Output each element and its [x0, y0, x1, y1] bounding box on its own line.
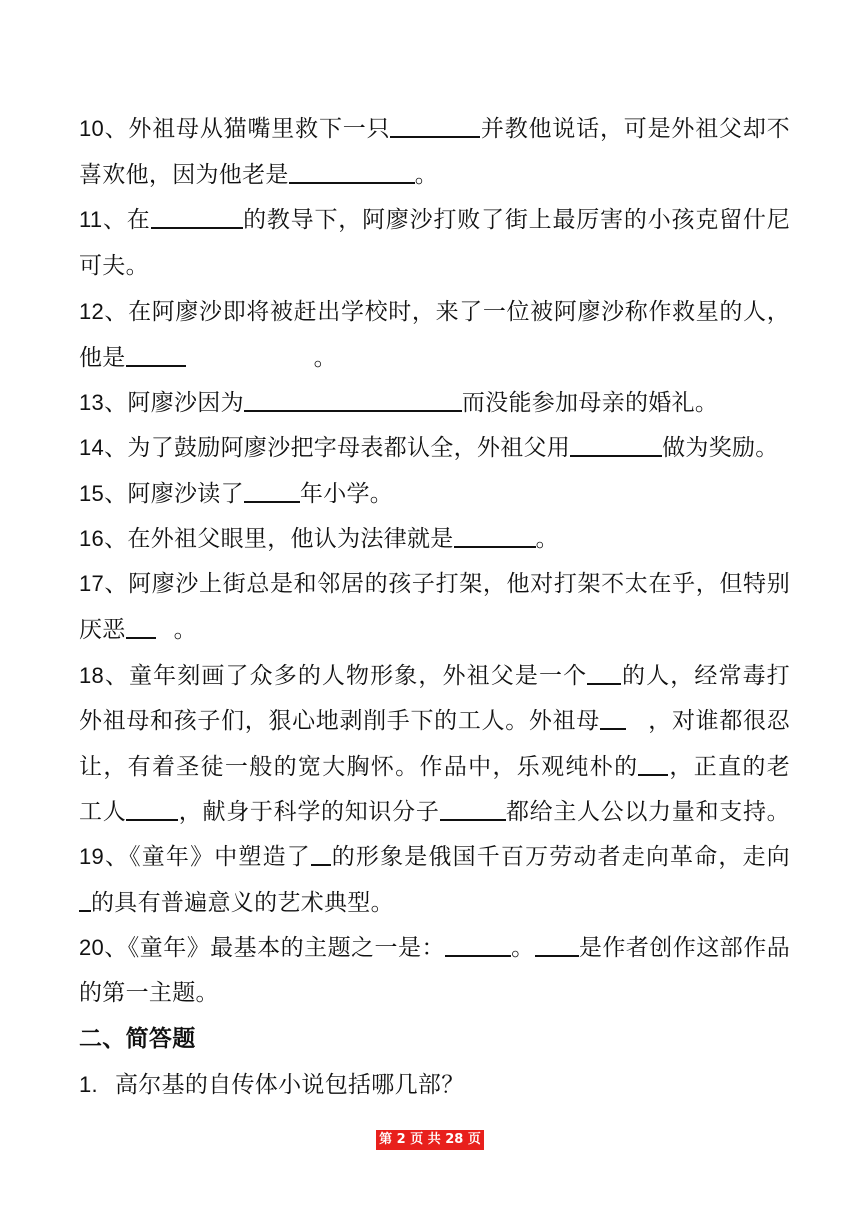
question-15-line: 15、阿廖沙读了 年小学。: [79, 471, 790, 517]
question-number: 14: [79, 435, 105, 460]
answer-blank[interactable]: [244, 384, 462, 412]
answer-blank[interactable]: [311, 838, 331, 866]
question-number: 12: [79, 299, 105, 324]
answer-blank[interactable]: [445, 929, 511, 957]
page-footer: [0, 1128, 860, 1150]
answer-blank[interactable]: [535, 929, 579, 957]
question-10-line-1: 10、外祖母从猫嘴里救下一只 并教他说话，可是外祖父却不: [79, 106, 790, 152]
answer-blank[interactable]: [570, 429, 662, 457]
question-18-line-1: 18、童年刻画了众多的人物形象，外祖父是一个 的人，经常毒打: [79, 653, 790, 699]
section-heading: 二、简答题: [79, 1026, 196, 1052]
answer-blank[interactable]: [440, 793, 506, 821]
question-number: 15: [79, 481, 105, 506]
question-12-line-1: 12、在阿廖沙即将被赶出学校时，来了一位被阿廖沙称作救星的人，: [79, 299, 790, 325]
question-20-line-2: 的第一主题。: [79, 980, 219, 1006]
question-number: 18: [79, 663, 105, 688]
answer-blank[interactable]: [587, 657, 621, 685]
answer-blank[interactable]: [600, 702, 626, 730]
question-number: 1.: [79, 1072, 98, 1097]
page-number-badge: 第 2 页 共 28 页: [376, 1130, 484, 1150]
question-number: 20: [79, 935, 105, 960]
short-answer-question-1: 1. 高尔基的自传体小说包括哪几部？: [79, 1062, 790, 1108]
question-10-line-2: 喜欢他，因为他老是 。: [79, 152, 790, 198]
question-14-line: 14、为了鼓励阿廖沙把字母表都认全，外祖父用 做为奖励。: [79, 425, 790, 471]
question-number: 10: [79, 116, 105, 141]
question-18-line-3: 让，有着圣徒一般的宽大胸怀。作品中，乐观纯朴的 ，正直的老: [79, 744, 790, 790]
question-number: 19: [79, 844, 105, 869]
answer-blank[interactable]: [126, 611, 156, 639]
question-number: 17: [79, 571, 105, 596]
answer-blank[interactable]: [126, 339, 186, 367]
question-11-line-2: 可夫。: [79, 253, 149, 279]
question-16-line: 16、在外祖父眼里，他认为法律就是 。: [79, 516, 790, 562]
question-19-line-1: 19、《童年》中塑造了 的形象是俄国千百万劳动者走向革命，走向: [79, 834, 790, 880]
answer-blank[interactable]: [151, 201, 243, 229]
answer-blank[interactable]: [638, 748, 668, 776]
answer-blank[interactable]: [390, 110, 480, 138]
question-17-line-1: 17、阿廖沙上街总是和邻居的孩子打架，他对打架不太在乎，但特别: [79, 571, 790, 597]
question-17-line-2: 厌恶 。: [79, 607, 790, 653]
question-18-line-2: 外祖母和孩子们，狠心地剥削手下的工人。外祖母 ，对谁都很忍: [79, 698, 790, 744]
question-13-line: 13、阿廖沙因为 而没能参加母亲的婚礼。: [79, 380, 790, 426]
question-19-line-2: 的具有普遍意义的艺术典型。: [79, 880, 790, 926]
answer-blank[interactable]: [454, 520, 536, 548]
question-number: 11: [79, 207, 103, 232]
question-18-line-4: 工人 ，献身于科学的知识分子 都给主人公以力量和支持。: [79, 789, 790, 835]
question-number: 13: [79, 390, 105, 415]
answer-blank[interactable]: [79, 884, 91, 912]
question-number: 16: [79, 526, 105, 551]
question-20-line-1: 20、《童年》最基本的主题之一是： 。 是作者创作这部作品: [79, 925, 790, 971]
question-12-line-2: 他是 。: [79, 335, 790, 381]
answer-blank[interactable]: [126, 793, 178, 821]
answer-blank[interactable]: [244, 475, 300, 503]
answer-blank[interactable]: [289, 156, 415, 184]
question-11-line-1: 11、在 的教导下，阿廖沙打败了街上最厉害的小孩克留什尼: [79, 197, 790, 243]
